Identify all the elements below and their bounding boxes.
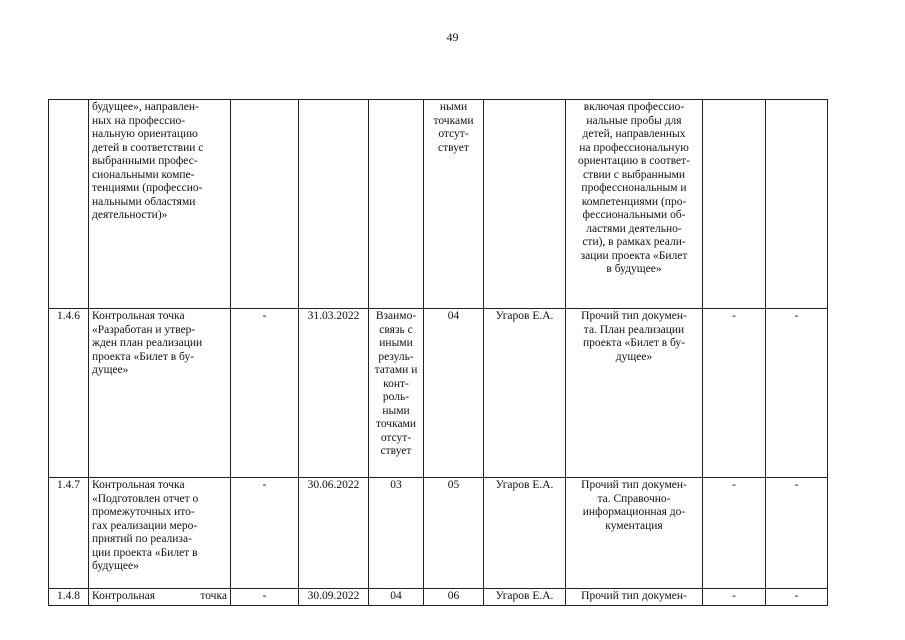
cell-result-type: Прочий тип докумен- та. План реализации проекта «Билет в бу- дущее»: [566, 309, 703, 478]
cell-number: 1.4.7: [49, 478, 89, 589]
cell-predecessor: Взаимо- связь с иными резуль- татами и конт- роль- ными точками отсут- ствует: [369, 309, 424, 478]
cell-successor: 05: [424, 478, 484, 589]
cell-responsible: Угаров Е.А.: [484, 309, 566, 478]
cell-level: -: [703, 309, 766, 478]
cell-number: 1.4.6: [49, 309, 89, 478]
cell-level: -: [703, 589, 766, 606]
cell-start-date: -: [231, 309, 299, 478]
cell-start-date: [231, 100, 299, 309]
cell-responsible: Угаров Е.А.: [484, 478, 566, 589]
table-row: [49, 100, 828, 309]
cell-end-date: 30.06.2022: [299, 478, 369, 589]
cell-start-date: -: [231, 589, 299, 606]
cell-result-type: Прочий тип докумен- та. Справочно- информационная до- кументация: [566, 478, 703, 589]
cell-predecessor: 04: [369, 589, 424, 606]
cell-predecessor: [369, 100, 424, 309]
cell-start-date: -: [231, 478, 299, 589]
cell-end-date: 30.09.2022: [299, 589, 369, 606]
table-row: [49, 589, 828, 606]
cell-event-name: Контрольная точка «Подготовлен отчет о промежуточных ито- гах реализации меро- приятий по реализа- ции проекта «Билет в будущее»: [89, 478, 231, 589]
cell-info-system: -: [766, 309, 828, 478]
cell-result-type: включая профессио- нальные пробы для детей, направленных на профессиональную ориентацию в соответ- ствии с выбранными профессиональным и компетенциями (про- фессиональными об- ластями деятельно- сти), в рамках реали- зации проекта «Билет в будущее»: [566, 100, 703, 309]
cell-info-system: -: [766, 589, 828, 606]
cell-responsible: [484, 100, 566, 309]
cell-successor: 04: [424, 309, 484, 478]
cell-event-name: будущее», направлен- ных на профессио- нальную ориентацию детей в соответствии с выбранными профес- сиональными компе- тенциями (профессио- нальными областями деятельности)»: [89, 100, 231, 309]
cell-predecessor: 03: [369, 478, 424, 589]
cell-responsible: Угаров Е.А.: [484, 589, 566, 606]
page-number: 49: [446, 30, 459, 44]
cell-number: [49, 100, 89, 309]
plan-table: [48, 99, 828, 606]
cell-number: 1.4.8: [49, 589, 89, 606]
cell-result-type: Прочий тип докумен-: [566, 589, 703, 606]
cell-event-name: Контрольная точка: [89, 589, 231, 606]
cell-level: [703, 100, 766, 309]
cell-event-name: Контрольная точка «Разработан и утвер- жден план реализации проекта «Билет в бу- дущее»: [89, 309, 231, 478]
cell-end-date: 31.03.2022: [299, 309, 369, 478]
cell-successor: 06: [424, 589, 484, 606]
cell-info-system: -: [766, 478, 828, 589]
cell-successor: ными точками отсут- ствует: [424, 100, 484, 309]
cell-info-system: [766, 100, 828, 309]
cell-end-date: [299, 100, 369, 309]
table-row: [49, 309, 828, 478]
table-row: [49, 478, 828, 589]
cell-level: -: [703, 478, 766, 589]
